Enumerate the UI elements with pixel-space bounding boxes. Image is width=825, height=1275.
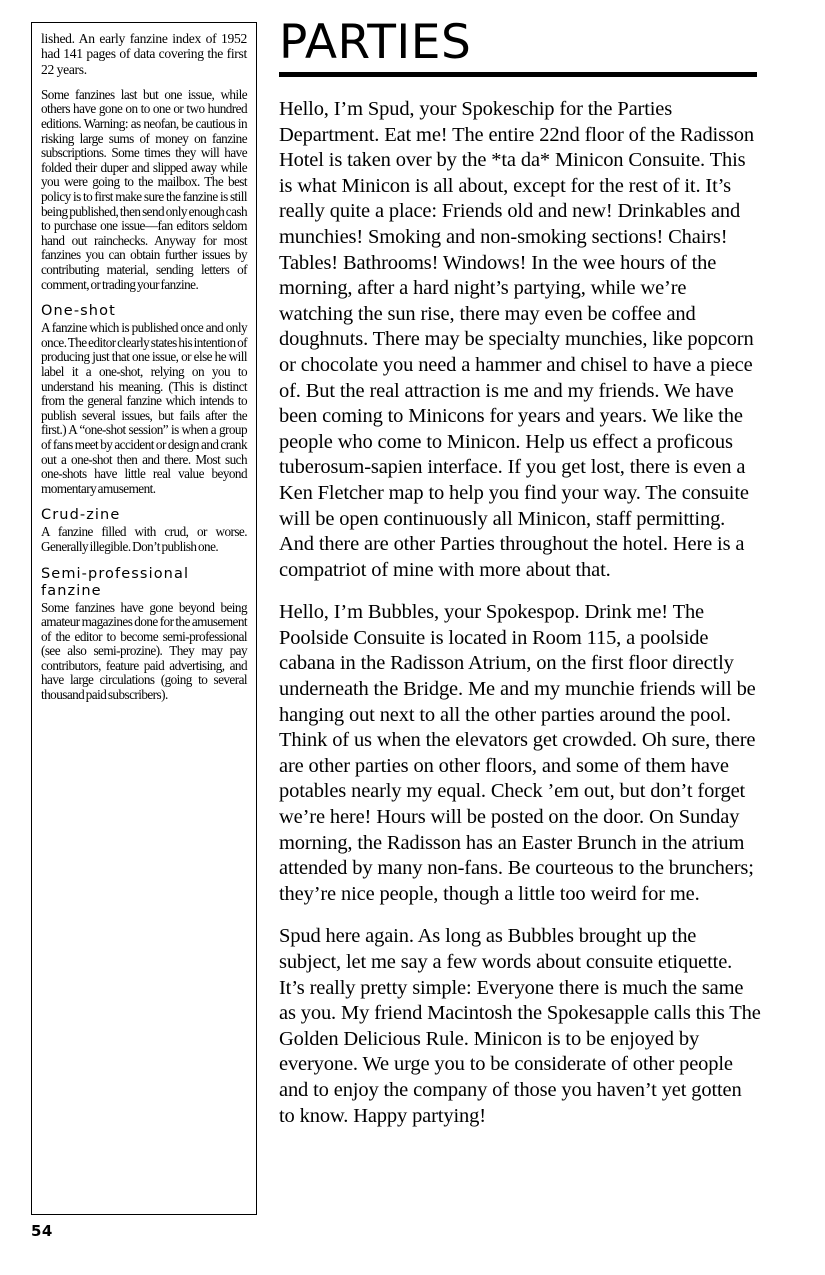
sidebar-section-heading: One-shot <box>41 303 116 320</box>
sidebar-section-heading: Semi-professional fanzine <box>41 565 190 599</box>
sidebar-section-body: A fanzine filled with crud, or worse. Generally illegible. Don’t publish one. <box>41 524 247 554</box>
article-body <box>279 97 761 1129</box>
sidebar-section-body: A fanzine which is published once and only once. The editor clearly states his intention of producing just that one issue, or else he will label it a one-shot, relying on you to understand his meaning. (This is distinct from the general fanzine which intends to publish several issues, but fails after the first.) A “one-shot session” is when a group of fans meet by accident or design and crank out a one-shot then and there. Most such one-shots have little real value beyond momentary amusement. <box>41 320 247 496</box>
article-paragraph: Hello, I’m Spud, your Spokeschip for the Parties Department. Eat me! The entire 22nd floor of the Radisson Hotel is taken over by the *ta da* Minicon Consuite. This is what Minicon is all about, except for the rest of it. It’s really quite a place: Friends old and new! Drinkables and munchies! Smoking and non-smoking sections! Chairs! Tables! Bathrooms! Windows! In the wee hours of the morning, after a hard night’s partying, while we’re watching the sun rise, there may even be coffee and doughnuts. There may be specialty munchies, like popcorn or chocolate you need a hammer and chisel to have a piece of. But the real attraction is me and my friends. We have been coming to Minicons for years and years. We like the people who come to Minicon. Help us effect a proficous tuberosum-sapien interface. If you get lost, there is even a Ken Fletcher map to help you find your way. The consuite will be open continuously all Minicon, staff permitting. And there are other Parties throughout the hotel. Here is a compatriot of mine with more about that. <box>279 98 754 581</box>
sidebar-column <box>31 22 257 1215</box>
article-paragraph: Hello, I’m Bubbles, your Spokespop. Drink me! The Poolside Consuite is located in Room 115, a poolside cabana in the Radisson Atrium, on the first floor directly underneath the Bridge. Me and my munchie friends will be hanging out next to all the other parties around the pool. Think of us when the elevators get crowded. Oh sure, there are other parties on other floors, and some of them have potables nearly my equal. Check ’em out, but don’t forget we’re here! Hours will be posted on the door. On Sunday morning, the Radisson has an Easter Brunch in the atrium attended by many non-fans. Be courteous to the brunchers; they’re nice people, though a little too weird for me. <box>279 601 756 905</box>
sidebar-paragraph: Some fanzines last but one issue, while others have gone on to one or two hundred editions. Warning: as neofan, be cautious in risking large sums of money on fanzine subscriptions. Some times they will have folded their duper and slipped away while you were going to the mailbox. The best policy is to first make sure the fanzine is still being published, then send only enough cash to purchase one issue—fan editors seldom hand out rainchecks. Anyway for most fanzines you can obtain further issues by contributing material, sending letters of comment, or trading your fanzine. <box>41 86 247 292</box>
sidebar-section-body: Some fanzines have gone beyond being amateur magazines done for the amusement of the editor to become semi-professional (see also semi-prozine). They may pay contributors, feature paid advertising, and have large circulations (going to several thousand paid subscribers). <box>41 599 247 703</box>
main-column <box>279 15 761 1146</box>
page-number: 54 <box>31 1222 53 1240</box>
headline-divider <box>279 72 757 77</box>
sidebar-section-heading: Crud-zine <box>41 507 121 524</box>
article-paragraph: Spud here again. As long as Bubbles brought up the subject, let me say a few words about consuite etiquette. It’s really pretty simple: Everyone there is much the same as you. My friend Macintosh the Spokesapple calls this The Golden Delicious Rule. Minicon is to be enjoyed by everyone. We urge you to be considerate of other people and to enjoy the company of those you haven’t yet gotten to know. Happy partying! <box>279 925 761 1127</box>
page-title: PARTIES <box>279 15 472 70</box>
sidebar-paragraph: lished. An early fanzine index of 1952 had 141 pages of data covering the first 22 years. <box>41 31 247 77</box>
